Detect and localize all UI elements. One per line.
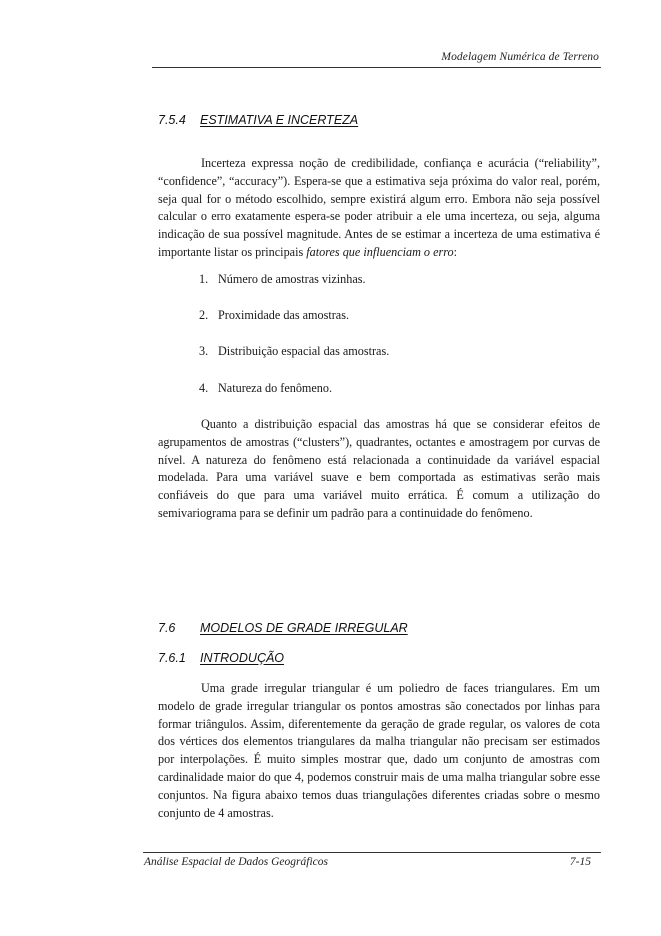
list-text: Número de amostras vizinhas.	[218, 272, 366, 286]
list-item	[199, 307, 389, 343]
section-number: 7.6.1	[158, 651, 186, 665]
page-number: 7-15	[569, 856, 591, 868]
footer-rule	[143, 852, 601, 853]
paragraph-text: Incerteza expressa noção de credibilidade, confiança e acurácia (“reliability”, “confidence”, “accuracy”). Espera-se que a estimativa seja próxima do valor real, porém, seja qual for o método escolhido, sempre existirá algum erro. Embora não seja possível calcular o erro exatamente espera-se poder atribuir a ele uma incerteza, ou seja, alguma indicação de sua possível magnitude. Antes de se estimar a incerteza de uma estimativa é importante listar os principais	[158, 156, 600, 259]
factors-list	[199, 271, 389, 416]
section-number: 7.6	[158, 621, 176, 635]
section-heading-7-6-1	[158, 651, 284, 665]
list-number: 1.	[199, 272, 209, 286]
section-title: INTRODUÇÃO	[200, 651, 285, 665]
section-title: ESTIMATIVA E INCERTEZA	[200, 113, 359, 127]
list-item	[199, 271, 389, 307]
list-number: 4.	[199, 380, 209, 395]
section-title: MODELOS DE GRADE IRREGULAR	[200, 621, 408, 635]
section-heading-7-5-4	[158, 113, 358, 127]
section-number: 7.5.4	[158, 113, 186, 127]
running-header: Modelagem Numérica de Terreno	[441, 51, 599, 63]
list-number: 2.	[199, 308, 209, 323]
paragraph-distribuicao: Quanto a distribuição espacial das amostras há que se considerar efeitos de agrupamentos de amostras (“clusters”), quadrantes, octantes e amostragem por curvas de nível. A natureza do fenômeno está relacionada a continuidade da variável espacial modelada. Para uma variável suave e bem comportada as estimativas serão mais confiáveis do que para uma variável muito errática. É comum a utilização do semivariograma para se definir um padrão para a continuidade do fenômeno.	[158, 417, 600, 520]
paragraph-incerteza	[158, 155, 600, 262]
paragraph-introducao: Uma grade irregular triangular é um poliedro de faces triangulares. Em um modelo de grade irregular triangular os pontos amostras são conectados por linhas para formar triângulos. Assim, diferentemente da geração de grade regular, os valores de cota dos vértices dos elementos triangulares da malha triangular não precisam ser estimados por interpolações. É muito simples mostrar que, dado um conjunto de amostras com cardinalidade maior do que 4, podemos construir mais de uma malha triangular sobre esse conjuntos. Na figura abaixo temos duas triangulações diferentes criadas sobre o mesmo conjunto de 4 amostras.	[158, 681, 600, 820]
list-item	[199, 343, 389, 379]
list-item	[199, 380, 389, 416]
list-text: Natureza do fenômeno.	[218, 380, 333, 395]
list-text: Distribuição espacial das amostras.	[218, 344, 390, 359]
list-text: Proximidade das amostras.	[218, 308, 349, 323]
footer-book-title: Análise Espacial de Dados Geográficos	[144, 856, 328, 868]
paragraph-emphasis: fatores que influenciam o erro	[306, 244, 454, 259]
list-number: 3.	[199, 344, 209, 359]
paragraph-end: :	[453, 244, 457, 259]
section-heading-7-6	[158, 621, 408, 635]
header-rule	[152, 67, 601, 68]
